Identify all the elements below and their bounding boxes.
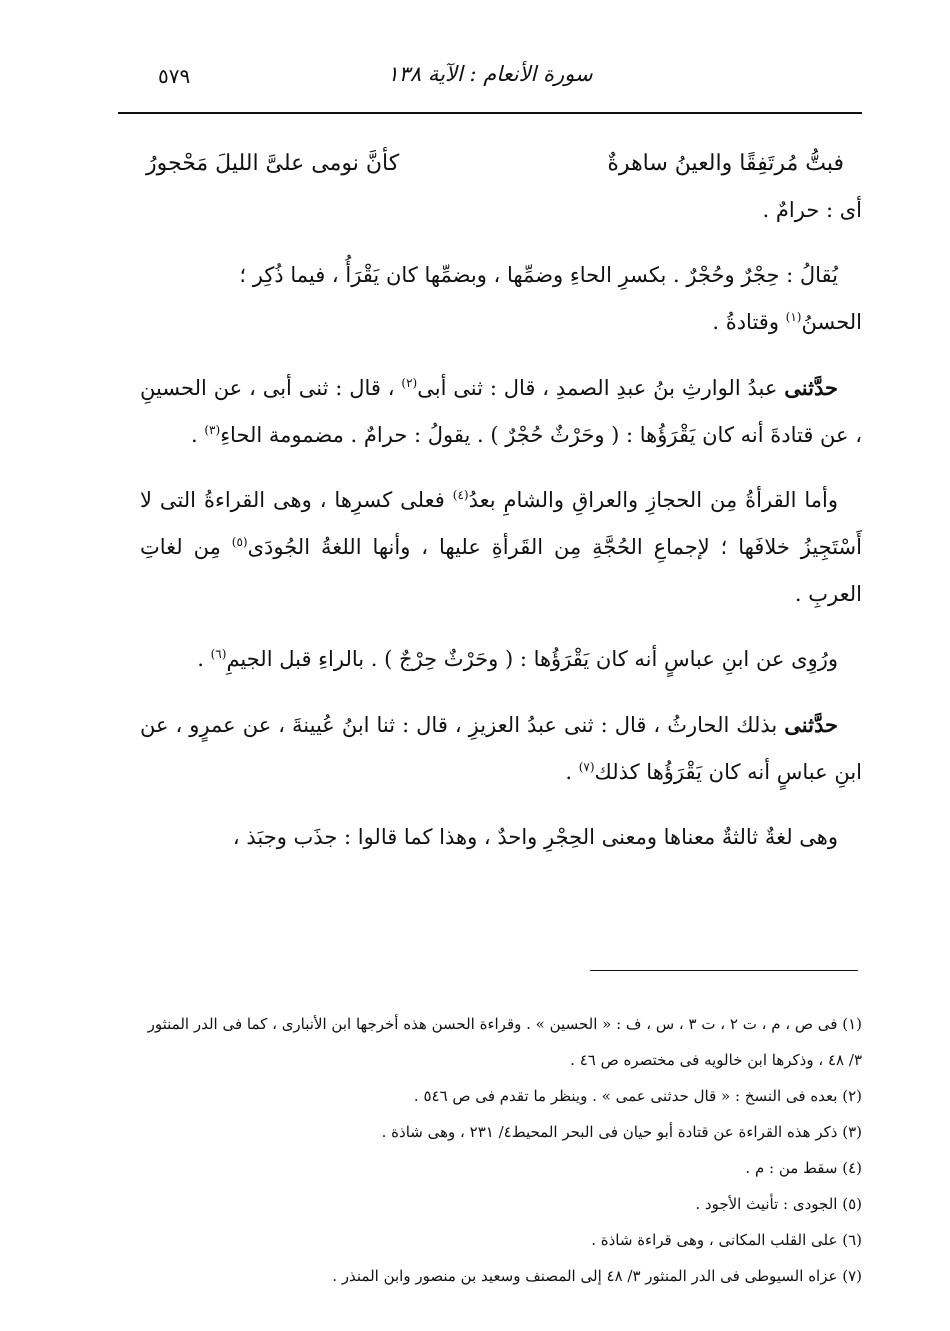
paragraph-text: ورُوِى عن ابنِ عباسٍ أنه كان يَقْرَؤُها : ( وحَرْثٌ حِرْجٌ ) . بالراءِ قبل الجيمِ xyxy=(226,647,838,671)
paragraph-text: . xyxy=(565,760,572,784)
footnote: (٥) الجودى : تأنيث الأجود . xyxy=(695,1195,862,1213)
paragraph-text: يُقالُ : حِجْرٌ وحُجْرٌ . بكسرِ الحاءِ وضمِّها ، وبضمِّها كان يَقْرَأُ ، فيما ذُكِر ؛ xyxy=(239,263,838,287)
paragraph-text: فعلى كسرِها ، وهى القراءةُ التى لا أَسْتَجِيزُ خلافَها ؛ لإجماعِ الحُجَّةِ مِن القَرأةِ عليها ، وأنها اللغةُ الجُودَى xyxy=(140,488,862,559)
footnote-ref: (١) xyxy=(785,310,802,324)
footnote: (٤) سقط من : م . xyxy=(745,1159,862,1177)
footnote-ref: (٤) xyxy=(452,488,469,502)
isnad-keyword: حدَّثنى xyxy=(784,375,838,400)
paragraph-text: عبدُ الوارثِ بنُ عبدِ الصمدِ ، قال : ثنى أبى xyxy=(417,376,778,400)
footnotes xyxy=(140,1006,862,1294)
footnote-ref: (٢) xyxy=(401,376,418,390)
footnote-ref: (٥) xyxy=(231,535,248,549)
paragraph-text: . xyxy=(190,423,198,447)
paragraph-text: وهى لغةٌ ثالثةٌ معناها ومعنى الحِجْرِ واحدٌ ، وهذا كما قالوا : جذَب وجبَذ ، xyxy=(232,825,838,849)
paragraph xyxy=(140,364,862,459)
verse-second-hemistich: كأنَّ نومى علىَّ الليلَ مَحْجورُ xyxy=(146,151,400,176)
paragraph-text: ، قال : ثنى أبى ، عن الحسينِ ، عن قتادةَ أنه كان يَقْرَؤُها : ( وحَرْثٌ حُجْرٌ ) . يقولُ : حرامٌ . مضمومة الحاءِ xyxy=(140,376,862,447)
footnote: (١) فى ص ، م ، ت ٢ ، ت ٣ ، س ، ف : « الحسين » . وقراءة الحسن هذه أخرجها ابن الأنبارى ، كما فى الدر المنثور ٣/ ٤٨ ، وذكرها ابن خالويه فى مختصره ص ٤٦ . xyxy=(147,1015,862,1069)
paragraph xyxy=(140,252,862,346)
paragraph-text: الحسنُ xyxy=(801,310,862,334)
footnote-ref: (٦) xyxy=(210,647,227,661)
paragraph-text: بذلك الحارثُ ، قال : ثنى عبدُ العزيزِ ، قال : ثنا ابنُ عُيينةَ ، عن عمرٍو ، عن ابنِ عباسٍ أنه كان يَقْرَؤُها كذلك xyxy=(140,713,862,784)
paragraph-text: أى : حرامٌ . xyxy=(762,198,862,222)
footnote: (٦) على القلب المكانى ، وهى قراءة شاذة . xyxy=(591,1231,862,1249)
footnote: (٧) عزاه السيوطى فى الدر المنثور ٣/ ٤٨ إلى المصنف وسعيد بن منصور وابن المنذر . xyxy=(332,1267,862,1285)
header-rule xyxy=(118,112,862,114)
paragraph xyxy=(140,814,862,861)
footnote: (٢) بعده فى النسخ : « قال حدثنى عمى » . وينظر ما تقدم فى ص ٥٤٦ . xyxy=(413,1087,862,1105)
page-header xyxy=(118,62,862,104)
paragraph xyxy=(140,701,862,796)
verse-first-hemistich: فبتُّ مُرتَفِقًا والعينُ ساهرةٌ xyxy=(607,151,844,176)
isnad-keyword: حدَّثنى xyxy=(784,712,838,737)
footnote-ref: (٣) xyxy=(204,423,221,437)
paragraph xyxy=(140,477,862,618)
running-title: سورة الأنعام : الآية ١٣٨ xyxy=(387,62,593,86)
footnote-separator xyxy=(590,970,858,971)
footnote: (٣) ذكر هذه القراءة عن قتادة أبو حيان فى البحر المحيط٤/ ٢٣١ ، وهى شاذة . xyxy=(381,1123,862,1141)
paragraph-text: . xyxy=(197,647,204,671)
paragraph xyxy=(140,636,862,683)
page-number: ٥٧٩ xyxy=(158,64,191,88)
main-text xyxy=(140,140,862,879)
footnote-ref: (٧) xyxy=(578,760,595,774)
paragraph xyxy=(140,187,862,234)
paragraph-text: وأما القرأةُ مِن الحجازِ والعراقِ والشامِ بعدُ xyxy=(468,488,838,512)
paragraph-text: مِن لغاتِ العربِ . xyxy=(140,535,862,606)
paragraph-text: وقتادةُ . xyxy=(712,310,779,334)
poetry-verse xyxy=(140,140,862,187)
